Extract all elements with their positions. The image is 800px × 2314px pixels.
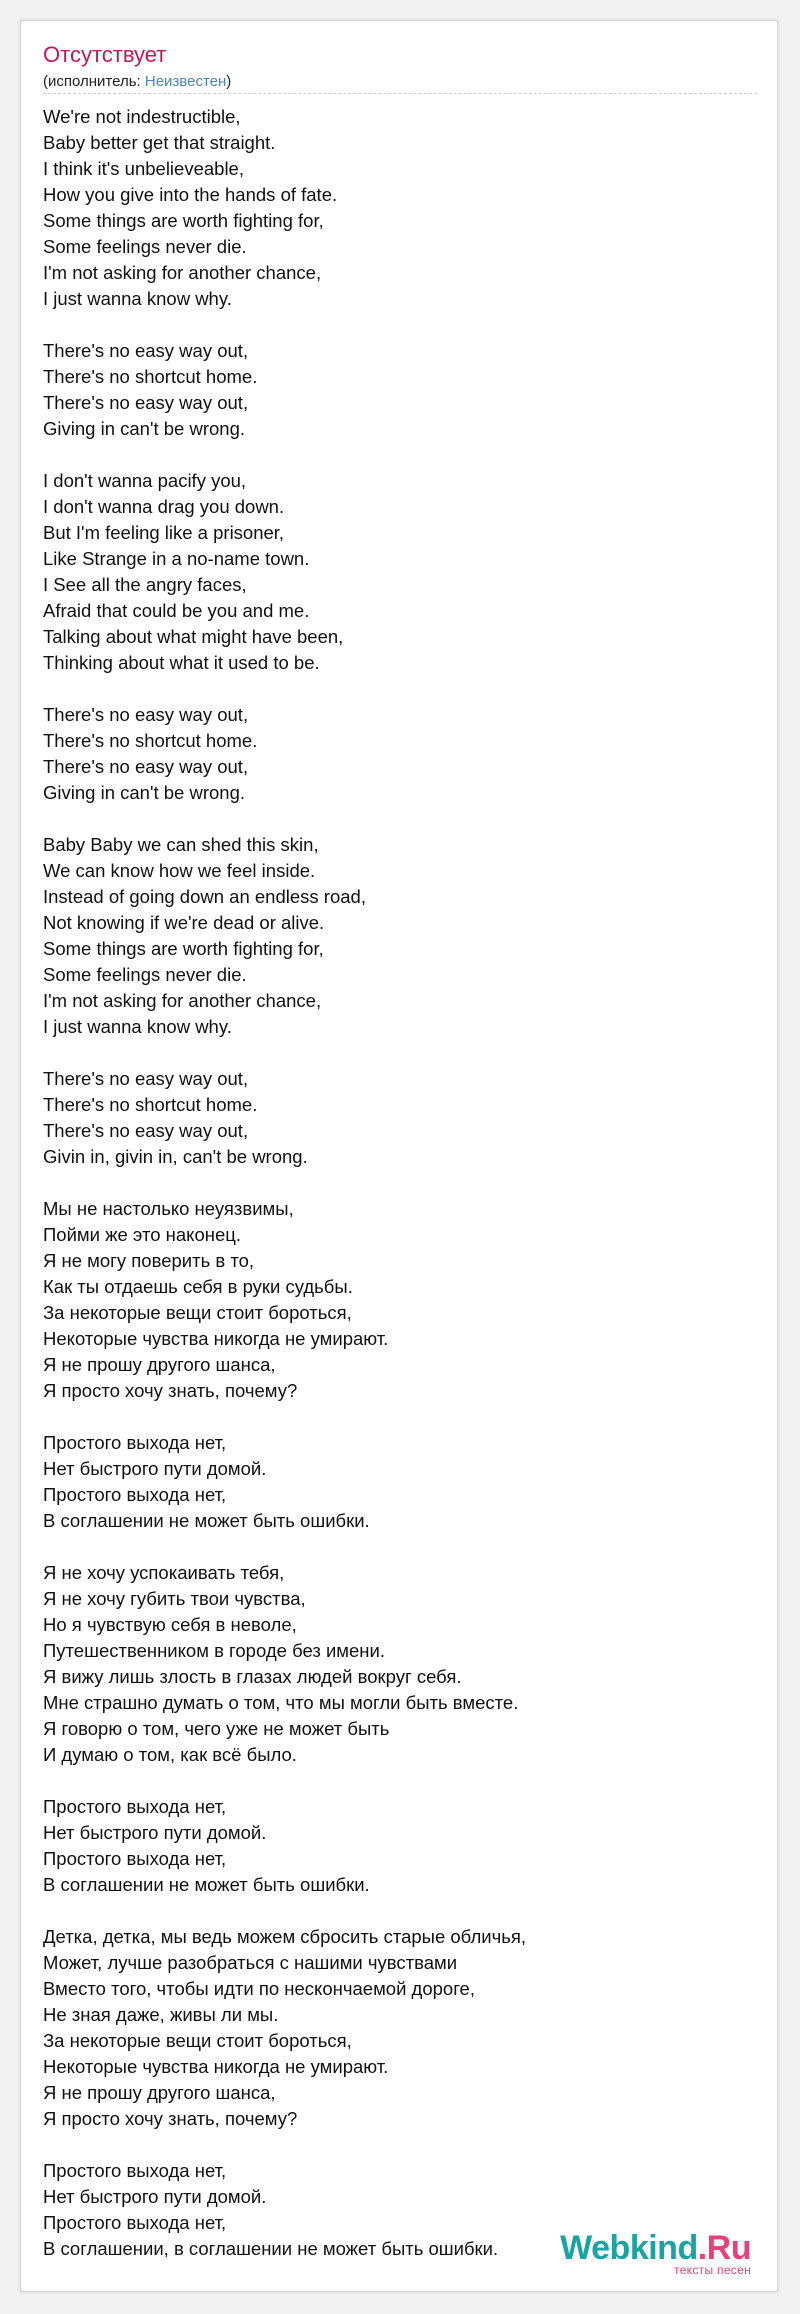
lyrics-stanza — [43, 1560, 743, 1768]
lyrics-line: There's no easy way out, — [43, 1068, 249, 1089]
lyrics-line: I just wanna know why. — [43, 288, 232, 309]
lyrics-line: Простого выхода нет, — [43, 1484, 227, 1505]
header-divider — [43, 93, 757, 94]
lyrics-line: В соглашении не может быть ошибки. — [43, 1510, 370, 1531]
site-logo[interactable] — [560, 2231, 751, 2277]
lyrics-line: I'm not asking for another chance, — [43, 990, 322, 1011]
lyrics-line: В соглашении, в соглашении не может быть ошибки. — [43, 2238, 499, 2259]
lyrics-line: Я не хочу успокаивать тебя, — [43, 1562, 285, 1583]
lyrics-line: Baby Baby we can shed this skin, — [43, 834, 319, 855]
lyrics-line: There's no easy way out, — [43, 704, 249, 725]
lyrics-line: We can know how we feel inside. — [43, 860, 316, 881]
lyrics-line: Некоторые чувства никогда не умирают. — [43, 1328, 389, 1349]
lyrics-line: Giving in can't be wrong. — [43, 418, 246, 439]
lyrics-line: Может, лучше разобраться с нашими чувствами — [43, 1952, 458, 1973]
lyrics-stanza — [43, 338, 743, 442]
lyrics-stanza — [43, 702, 743, 806]
lyrics-line: Нет быстрого пути домой. — [43, 2186, 267, 2207]
lyrics-line: И думаю о том, как всё было. — [43, 1744, 297, 1765]
lyrics-line: Some feelings never die. — [43, 236, 247, 257]
lyrics-stanza — [43, 1794, 743, 1898]
lyrics-line: There's no easy way out, — [43, 756, 249, 777]
lyrics-line: Простого выхода нет, — [43, 1848, 227, 1869]
lyrics-line: Как ты отдаешь себя в руки судьбы. — [43, 1276, 353, 1297]
lyrics-line: Some things are worth fighting for, — [43, 210, 324, 231]
lyrics-text — [43, 104, 743, 2288]
lyrics-line: Некоторые чувства никогда не умирают. — [43, 2056, 389, 2077]
logo-wordmark — [560, 2231, 751, 2265]
lyrics-line: Мне страшно думать о том, что мы могли быть вместе. — [43, 1692, 519, 1713]
lyrics-line: Talking about what might have been, — [43, 626, 344, 647]
lyrics-line: Мы не настолько неуязвимы, — [43, 1198, 294, 1219]
lyrics-line: Я вижу лишь злость в глазах людей вокруг себя. — [43, 1666, 462, 1687]
lyrics-line: Я говорю о том, чего уже не может быть — [43, 1718, 390, 1739]
lyrics-line: Нет быстрого пути домой. — [43, 1822, 267, 1843]
lyrics-line: Но я чувствую себя в неволе, — [43, 1614, 297, 1635]
lyrics-stanza — [43, 832, 743, 1040]
lyrics-line: There's no easy way out, — [43, 1120, 249, 1141]
lyrics-line: But I'm feeling like a prisoner, — [43, 522, 285, 543]
lyrics-line: There's no shortcut home. — [43, 1094, 258, 1115]
lyrics-line: Givin in, givin in, can't be wrong. — [43, 1146, 308, 1167]
lyrics-line: I don't wanna pacify you, — [43, 470, 247, 491]
lyrics-line: Простого выхода нет, — [43, 1796, 227, 1817]
artist-prefix: (исполнитель: — [43, 73, 145, 90]
lyrics-line: Простого выхода нет, — [43, 1432, 227, 1453]
lyrics-line: I'm not asking for another chance, — [43, 262, 322, 283]
lyrics-line: Детка, детка, мы ведь можем сбросить старые обличья, — [43, 1926, 527, 1947]
lyrics-line: How you give into the hands of fate. — [43, 184, 338, 205]
song-title: Отсутствует — [43, 42, 167, 67]
lyrics-stanza — [43, 468, 743, 676]
lyrics-line: За некоторые вещи стоит бороться, — [43, 2030, 352, 2051]
lyrics-line: Я не прошу другого шанса, — [43, 2082, 276, 2103]
lyrics-line: Thinking about what it used to be. — [43, 652, 320, 673]
lyrics-line: Нет быстрого пути домой. — [43, 1458, 267, 1479]
lyrics-line: Baby better get that straight. — [43, 132, 276, 153]
lyrics-line: Some feelings never die. — [43, 964, 247, 985]
logo-main-text: Webkind — [560, 2229, 698, 2267]
lyrics-line: Пойми же это наконец. — [43, 1224, 241, 1245]
lyrics-card — [20, 20, 778, 2292]
lyrics-line: There's no easy way out, — [43, 340, 249, 361]
artist-link[interactable]: Неизвестен — [144, 73, 227, 90]
lyrics-line: Путешественником в городе без имени. — [43, 1640, 385, 1661]
lyrics-line: I just wanna know why. — [43, 1016, 232, 1037]
lyrics-line: Like Strange in a no-name town. — [43, 548, 310, 569]
lyrics-line: Я просто хочу знать, почему? — [43, 1380, 298, 1401]
lyrics-line: Я не прошу другого шанса, — [43, 1354, 276, 1375]
lyrics-line: We're not indestructible, — [43, 106, 241, 127]
lyrics-line: Giving in can't be wrong. — [43, 782, 246, 803]
lyrics-line: За некоторые вещи стоит бороться, — [43, 1302, 352, 1323]
lyrics-line: I don't wanna drag you down. — [43, 496, 285, 517]
lyrics-line: Я не хочу губить твои чувства, — [43, 1588, 306, 1609]
lyrics-line: Простого выхода нет, — [43, 2212, 227, 2233]
lyrics-line: Я не могу поверить в то, — [43, 1250, 255, 1271]
lyrics-line: Я просто хочу знать, почему? — [43, 2108, 298, 2129]
lyrics-stanza — [43, 1066, 743, 1170]
lyrics-stanza — [43, 104, 743, 312]
lyrics-line: Instead of going down an endless road, — [43, 886, 366, 907]
logo-tld: .Ru — [697, 2229, 751, 2267]
lyrics-stanza — [43, 1196, 743, 1404]
lyrics-line: I think it's unbelieveable, — [43, 158, 244, 179]
lyrics-line: Not knowing if we're dead or alive. — [43, 912, 325, 933]
lyrics-line: There's no easy way out, — [43, 392, 249, 413]
lyrics-line: There's no shortcut home. — [43, 730, 258, 751]
lyrics-line: I See all the angry faces, — [43, 574, 247, 595]
lyrics-line: В соглашении не может быть ошибки. — [43, 1874, 370, 1895]
logo-tagline: тексты песен — [674, 2263, 751, 2277]
lyrics-stanza — [43, 1430, 743, 1534]
lyrics-line: Простого выхода нет, — [43, 2160, 227, 2181]
lyrics-stanza — [43, 1924, 743, 2132]
lyrics-line: Не зная даже, живы ли мы. — [43, 2004, 279, 2025]
lyrics-line: Some things are worth fighting for, — [43, 938, 324, 959]
lyrics-line: Вместо того, чтобы идти по нескончаемой дороге, — [43, 1978, 475, 1999]
lyrics-line: Afraid that could be you and me. — [43, 600, 310, 621]
artist-suffix: ) — [226, 73, 232, 90]
lyrics-line: There's no shortcut home. — [43, 366, 258, 387]
artist-line — [43, 73, 231, 90]
